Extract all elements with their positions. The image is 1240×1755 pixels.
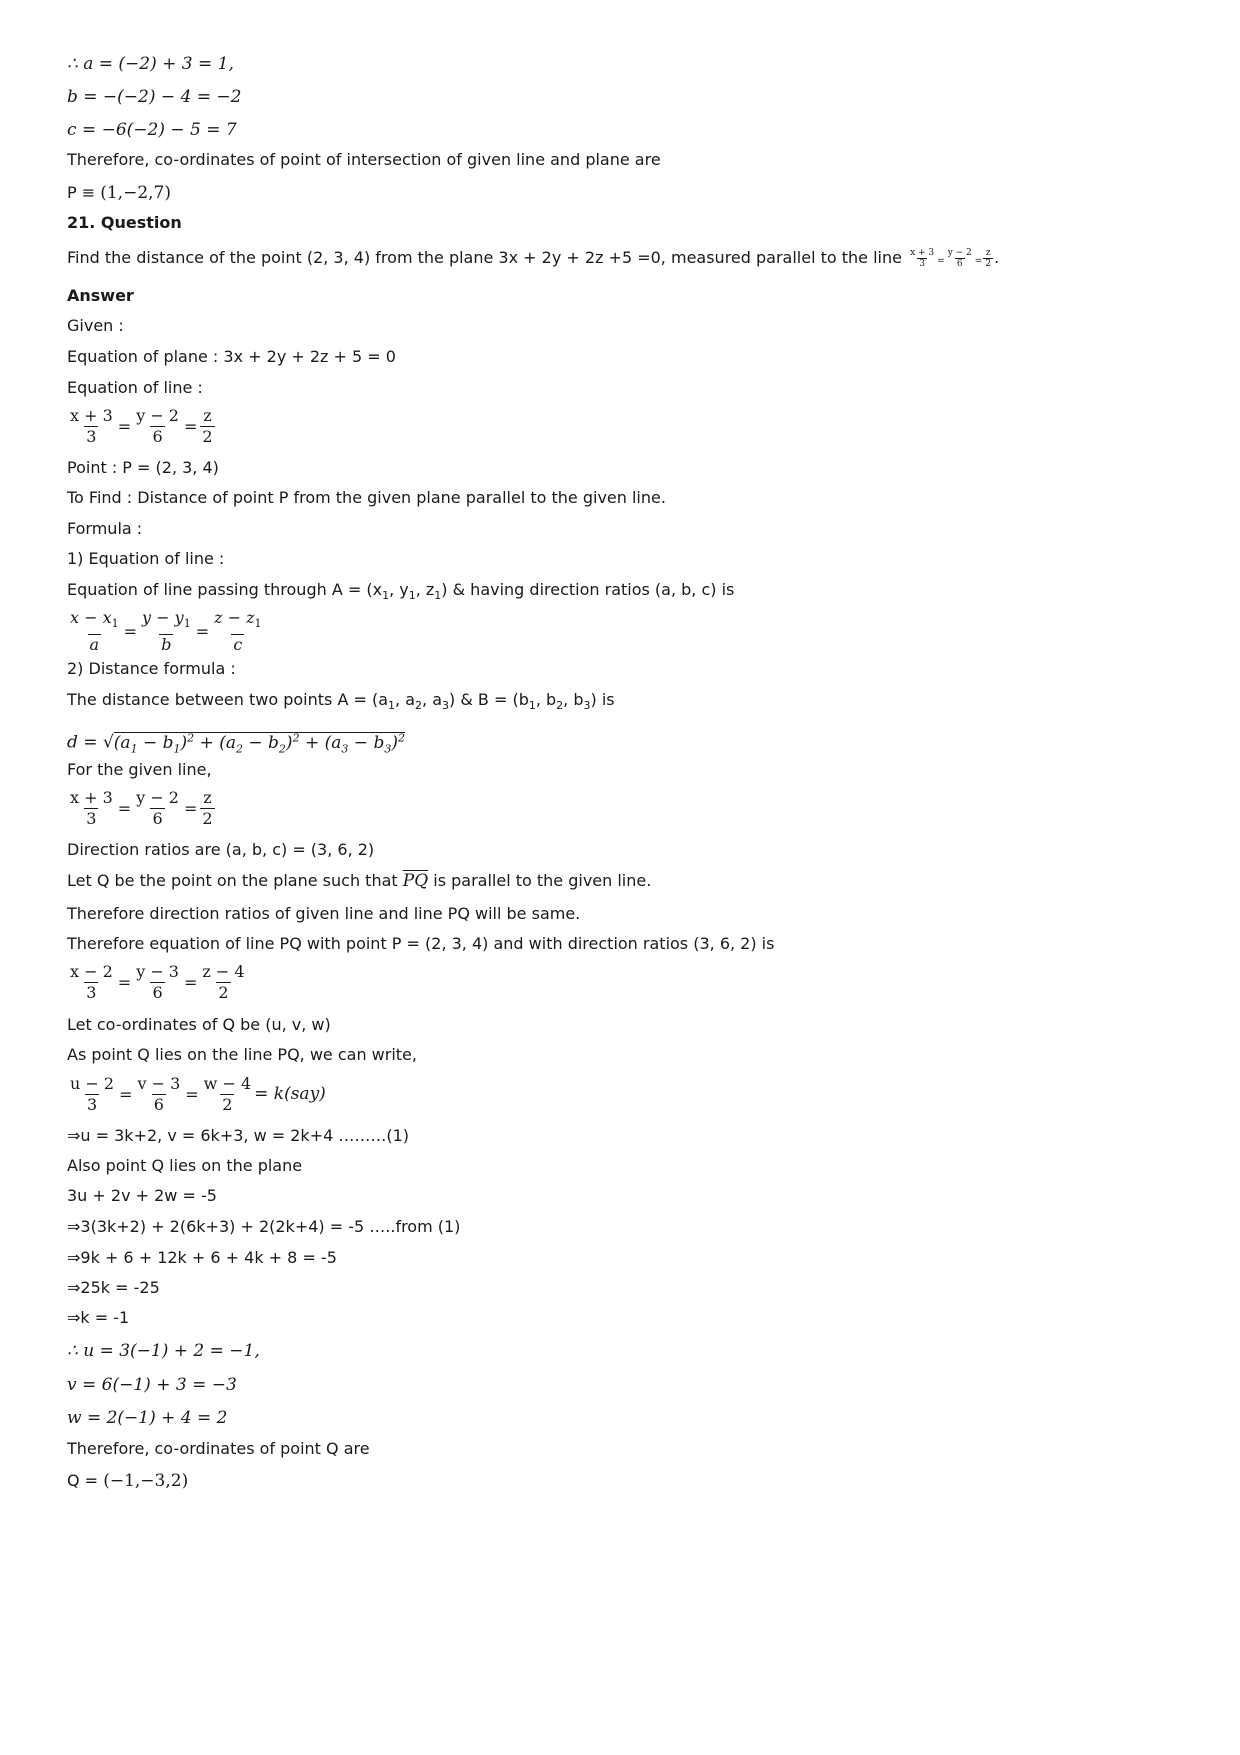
formula-label: Formula : — [67, 519, 143, 538]
fraction-y: $\frac{y - 2}{6}$ — [136, 406, 179, 446]
fraction-x-2: $\frac{x + 3}{3}$ — [70, 788, 113, 828]
line-pq-fraction: $\frac{x - 2}{3}$ = $\frac{y - 3}{6}$ = $\frac{z - 4}{2}$ — [70, 962, 245, 1002]
fraction-z-pq: $\frac{z - 4}{2}$ — [202, 962, 245, 1002]
line-equation-label: Equation of line : — [67, 378, 203, 397]
v-value: v = 6(−1) + 3 = −3 — [67, 1375, 237, 1395]
fraction-y-2: $\frac{y - 2}{6}$ — [136, 788, 179, 828]
w-value: w = 2(−1) + 4 = 2 — [67, 1408, 228, 1428]
general-line-fraction: $\frac{x - x_1}{a}$ = $\frac{y - y_1}{b}$ = $\frac{z - z_1}{c}$ — [70, 608, 262, 655]
q-label: Q = — [67, 1471, 99, 1490]
question-text: Find the distance of the point (2, 3, 4) from the plane 3x + 2y + 2z +5 =0, measured parallel to the line $\frac{x + 3}{3}$ = $\frac{y - 2}{6}$ = $\frac{z}{2}$ . — [67, 248, 1000, 269]
u-value: ∴ u = 3(−1) + 2 = −1, — [67, 1341, 260, 1361]
fraction-x-pq: $\frac{x - 2}{3}$ — [70, 962, 113, 1002]
formula-2-text: The distance between two points $A = (a_1$, $a_2$, $a_3$) & $B = (b_1$, $b_2$, $b_3$) is — [67, 690, 615, 713]
solution-line-b: b = −(−2) − 4 = −2 — [67, 87, 242, 107]
substitution-1: ⇒3(3k+2) + 2(6k+3) + 2(2k+4) = -5 …..from (1) — [67, 1217, 461, 1236]
question-title: 21. Question — [67, 213, 182, 232]
given-line-fraction-2: $\frac{x + 3}{3}$ = $\frac{y - 2}{6}$ = $\frac{z}{2}$ — [70, 788, 213, 828]
q-lies-on-pq: As point Q lies on the line PQ, we can write, — [67, 1045, 417, 1064]
p-label: P ≡ — [67, 183, 96, 202]
same-direction-ratios: Therefore direction ratios of given line and line PQ will be same. — [67, 904, 581, 923]
formula-2-label: 2) Distance formula : — [67, 659, 236, 678]
fraction-u: $\frac{u - 2}{3}$ — [70, 1074, 115, 1114]
fraction-z: $\frac{z}{2}$ — [202, 406, 213, 446]
pq-vector: $\overline{PQ}$ — [402, 871, 429, 891]
intersection-text: Therefore, co-ordinates of point of intersection of given line and plane are — [67, 150, 661, 169]
fraction-z-general: $\frac{z - z_1}{c}$ — [214, 608, 262, 655]
given-line-fraction: $\frac{x + 3}{3}$ = $\frac{y - 2}{6}$ = $\frac{z}{2}$ — [70, 406, 213, 446]
p-value: (1,−2,7) — [100, 183, 171, 203]
fraction-y-general: $\frac{y - y_1}{b}$ — [142, 608, 191, 655]
also-on-plane: Also point Q lies on the plane — [67, 1156, 303, 1175]
answer-heading: Answer — [67, 286, 134, 305]
k-say: = k(say) — [254, 1084, 326, 1104]
plane-equation: Equation of plane : 3x + 2y + 2z + 5 = 0 — [67, 347, 396, 366]
coords-q: Let co-ordinates of Q be (u, v, w) — [67, 1015, 331, 1034]
formula-1-label: 1) Equation of line : — [67, 549, 225, 568]
eq-1: ⇒u = 3k+2, v = 6k+3, w = 2k+4 ………(1) — [67, 1126, 410, 1145]
point-p-result — [67, 183, 171, 203]
coords-q-are: Therefore, co-ordinates of point Q are — [67, 1439, 370, 1458]
fraction-v: $\frac{v - 3}{6}$ — [137, 1074, 181, 1114]
given-label: Given : — [67, 316, 124, 335]
direction-ratios: Direction ratios are (a, b, c) = (3, 6, 2) — [67, 840, 375, 859]
to-find: To Find : Distance of point P from the given plane parallel to the given line. — [67, 488, 666, 507]
tiny-fraction-z: $\frac{z}{2}$ — [985, 248, 992, 269]
substitution-3: ⇒25k = -25 — [67, 1278, 160, 1297]
formula-1-text: Equation of line passing through $A = (x_1$, $y_1$, $z_1$) & having direction ratios (a, b, c) is — [67, 580, 735, 603]
fraction-x: $\frac{x + 3}{3}$ — [70, 406, 113, 446]
let-q-text: Let Q be the point on the plane such that $\overline{PQ}$ is parallel to the given line. — [67, 871, 652, 891]
plane-uvw: 3u + 2v + 2w = -5 — [67, 1186, 217, 1205]
q-value: (−1,−3,2) — [103, 1471, 189, 1491]
fraction-y-pq: $\frac{y - 3}{6}$ — [136, 962, 179, 1002]
distance-formula: $d = √(a_1 - b_1)^2 + (a_2 - b_2)^2 + (a_3 - b_3)^2$ — [67, 731, 405, 756]
tiny-fraction-x: $\frac{x + 3}{3}$ — [910, 248, 935, 269]
substitution-2: ⇒9k + 6 + 12k + 6 + 4k + 8 = -5 — [67, 1248, 337, 1267]
k-value: ⇒k = -1 — [67, 1308, 130, 1327]
tiny-fraction-y: $\frac{y - 2}{6}$ — [947, 248, 972, 269]
solution-line-c: c = −6(−2) − 5 = 7 — [67, 120, 237, 140]
solution-line-a: ∴ a = (−2) + 3 = 1, — [67, 54, 234, 74]
question-body: Find the distance of the point (2, 3, 4) from the plane 3x + 2y + 2z +5 =0, measured parallel to the line — [67, 248, 902, 267]
for-given-line: For the given line, — [67, 760, 212, 779]
fraction-x-general: $\frac{x - x_1}{a}$ — [70, 608, 119, 655]
fraction-w: $\frac{w - 4}{2}$ — [203, 1074, 252, 1114]
point-p: Point : P = (2, 3, 4) — [67, 458, 219, 477]
fraction-z-2: $\frac{z}{2}$ — [202, 788, 213, 828]
line-pq-intro: Therefore equation of line PQ with point P = (2, 3, 4) and with direction ratios (3, 6, 2) is — [67, 934, 775, 953]
uvw-fraction: $\frac{u - 2}{3}$ = $\frac{v - 3}{6}$ = $\frac{w - 4}{2}$ = k(say) — [70, 1074, 326, 1114]
point-q-result — [67, 1471, 188, 1491]
